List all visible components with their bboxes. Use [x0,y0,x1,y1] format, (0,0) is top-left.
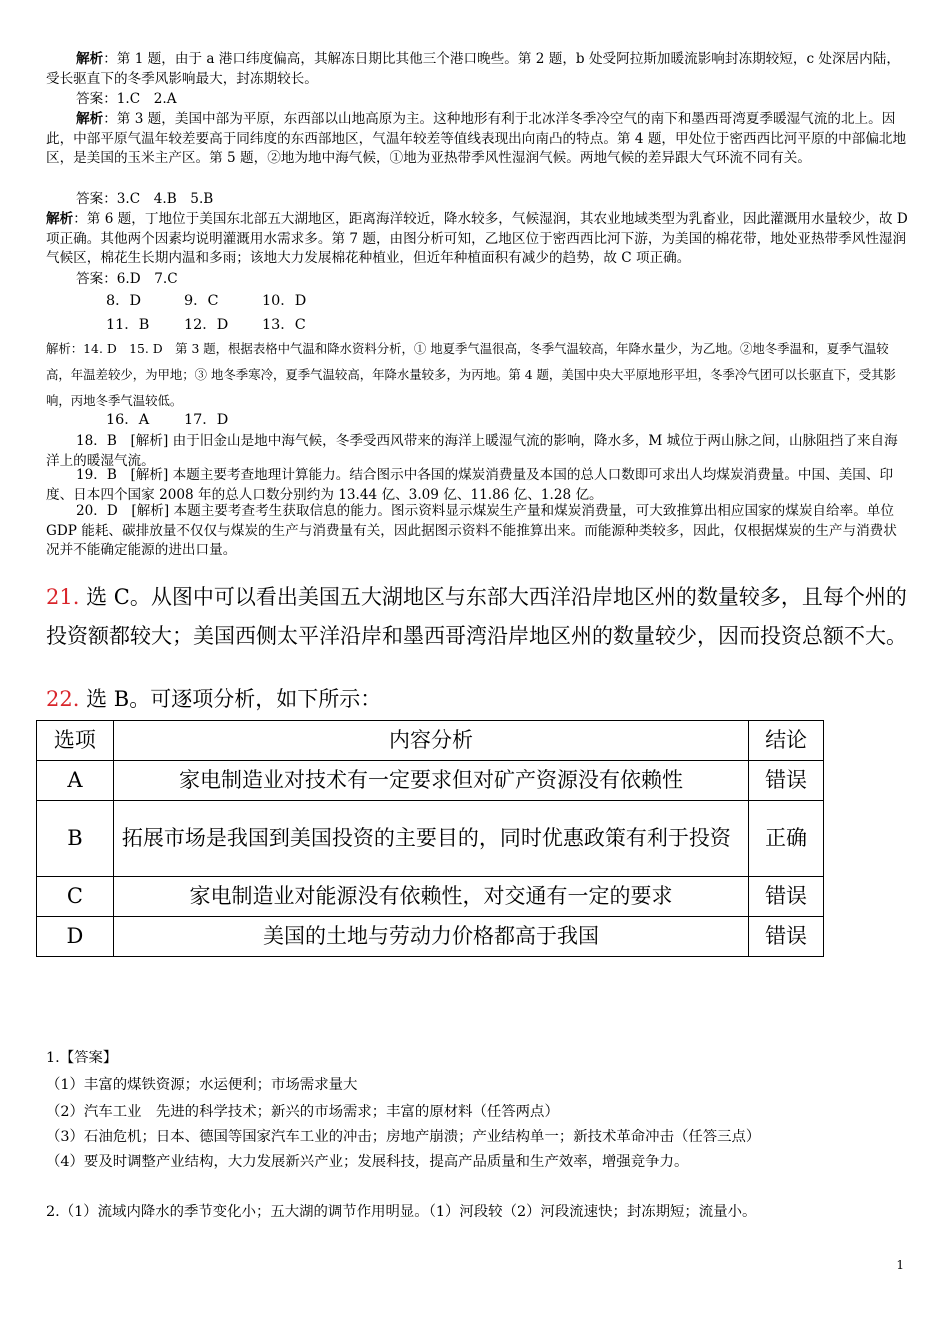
analysis-tag: [解析] [130,467,169,483]
section2-text: 2.（1）流域内降水的季节变化小；五大湖的调节作用明显。（1）河段较（2）河段流速快；封冻期短；流量小。 [46,1204,757,1220]
analysis-label: 解析 [46,211,74,227]
answer-q3-5 [46,190,910,210]
analysis-q1-2 [46,50,910,89]
answers-11-13 [46,313,910,338]
table-cell-conclusion: 错误 [749,761,824,801]
table-header-row [37,721,824,761]
analysis-text: ：第 3 题，美国中部为平原，东西部以山地高原为主。这种地形有利于北冰洋冬季冷空气的南下和墨西哥湾夏季暖湿气流的北上。因此，中部平原气温年较差要高于同纬度的东西部地区，气温年较差等值线表现出向南凸的特点。第 4 题，甲处位于密西西比河平原的中部偏北地区，是美国的玉米主产区。第 5 题，②地为地中海气候，①地为亚热带季风性湿润气候。两地气候的差异跟大气环流不同有关。 [46,111,907,167]
answer-item: 17．D [184,412,229,428]
analysis-tag: [解析] [130,433,169,449]
section1-line: （2）汽车工业 先进的科学技术；新兴的市场需求；丰富的原材料（任答两点） [46,1104,559,1120]
table-cell-conclusion: 错误 [749,877,824,917]
table-cell-content: 家电制造业对技术有一定要求但对矿产资源没有依赖性 [113,761,748,801]
answer-item: 16．A [106,412,150,428]
table-cell-content: 美国的土地与劳动力价格都高于我国 [113,917,748,957]
answer-text: 选 B。可逐项分析，如下所示： [79,687,382,711]
answer-text: ：3.C 4.B 5.B [103,191,214,207]
analysis-text: ：第 6 题，丁地位于美国东北部五大湖地区，距离海洋较近，降水较多，气候湿润，其农业地域类型为乳畜业，因此灌溉用水量较少，故 D 项正确。其他两个因素均说明灌溉用水需求多。第 7 题，由图分析可知，乙地区位于密西西比河下游，为美国的棉花带，地处亚热带季风性湿润气候区，棉花生长期内温和多雨；该地大力发展棉花种植业，但近年种植面积有减少的趋势，故 C 项正确。 [46,211,908,267]
table-cell-option: D [37,917,114,957]
analysis-q19 [46,466,910,505]
analysis-text: 本题主要考查考生获取信息的能力。图示资料显示煤炭生产量和煤炭消费量，可大致推算出相应国家的煤炭自给率。单位 GDP 能耗、碳排放量不仅仅与煤炭的生产与消费量有关，因此据图示资料不能推算出来。而能源种类较多，因此，仅根据煤炭的生产与消费状况并不能确定能源的进出口量。 [46,503,897,559]
analysis-text: 本题主要考查地理计算能力。结合图示中各国的煤炭消费量及本国的总人口数即可求出人均煤炭消费量。中国、美国、印度、日本四个国家 2008 年的总人口数分别约为 13.44 亿、3.09 亿、11.86 亿、1.28 亿。 [46,467,894,503]
table-header: 选项 [37,721,114,761]
table-cell-option: A [37,761,114,801]
table-cell-conclusion: 正确 [749,801,824,877]
answers-8-10 [46,289,910,314]
answer-text: ：1.C 2.A [103,91,177,107]
table-header: 内容分析 [113,721,748,761]
analysis-table [36,720,824,957]
table-cell-content: 拓展市场是我国到美国投资的主要目的，同时优惠政策有利于投资 [113,801,748,877]
analysis-label: 解析 [76,111,104,127]
answer-item: 12．D [184,317,229,333]
answer-label: 答案 [76,271,104,287]
answers-16-17 [46,408,910,433]
analysis-label: 解析 [76,51,104,67]
page-number: 1 [896,1258,904,1272]
question-number: 20．D [76,503,118,519]
answer-q22 [46,680,910,719]
analysis-q14-15: 解析：14. D 15. D 第 3 题，根据表格中气温和降水资料分析，① 地夏季气温很高，冬季气温较高，年降水量少，为乙地。②地冬季温和，夏季气温较高，年温差较少，为甲地；③ 地冬季寒冷，夏季气温较高，年降水量较多，为丙地。第 4 题，美国中央大平原地形平坦，冬季冷气团可以长驱直下，受其影响，丙地冬季气温较低。 [46,341,896,408]
table-row [37,801,824,877]
answer-q6-7 [46,270,910,290]
question-number: 18．B [76,433,117,449]
analysis-text: ：第 1 题，由于 a 港口纬度偏高，其解冻日期比其他三个港口晚些。第 2 题，b 处受阿拉斯加暖流影响封冻期较短，c 处深居内陆，受长驱直下的冬季风影响最大，封冻期较长。 [46,51,900,87]
answer-label: 答案 [76,191,104,207]
section1-line: （4）要及时调整产业结构，大力发展新兴产业；发展科技，提高产品质量和生产效率，增强竞争力。 [46,1154,689,1170]
answer-item: 13．C [262,317,306,333]
answer-item: 9．C [184,293,219,309]
table-row [37,917,824,957]
analysis-tag: [解析] [131,503,170,519]
table-row [37,877,824,917]
table-cell-conclusion: 错误 [749,917,824,957]
answer-q1-2 [46,90,910,110]
answer-text: ：6.D 7.C [103,271,178,287]
table-header: 结论 [749,721,824,761]
answer-label: 答案 [76,91,104,107]
answer-text: 选 C。从图中可以看出美国五大湖地区与东部大西洋沿岸地区州的数量较多，且每个州的投资额都较大；美国西侧太平洋沿岸和墨西哥湾沿岸地区州的数量较少，因而投资总额不大。 [46,585,907,648]
analysis-q20 [46,502,910,561]
section1-line: （1）丰富的煤铁资源；水运便利；市场需求量大 [46,1077,358,1093]
question-number: 22. [46,687,80,711]
question-number: 19．B [76,467,117,483]
section1-line: （3）石油危机；日本、德国等国家汽车工业的冲击；房地产崩溃；产业结构单一；新技术革命冲击（任答三点） [46,1129,761,1145]
table-cell-option: C [37,877,114,917]
table-cell-option: B [37,801,114,877]
analysis-text: 由于旧金山是地中海气候，冬季受西风带来的海洋上暖湿气流的影响，降水多，M 城位于两山脉之间，山脉阻挡了来自海洋上的暖湿气流。 [46,433,898,469]
answer-item: 10．D [262,293,307,309]
section1-heading: 1.【答案】 [46,1050,118,1066]
question-number: 21. [46,585,80,609]
answer-item: 8．D [106,293,142,309]
analysis-q6-7 [46,210,910,269]
answer-item: 11．B [106,317,150,333]
table-row [37,761,824,801]
analysis-q3-5 [46,110,910,169]
table-cell-content: 家电制造业对能源没有依赖性，对交通有一定的要求 [113,877,748,917]
answer-q21 [46,578,910,656]
